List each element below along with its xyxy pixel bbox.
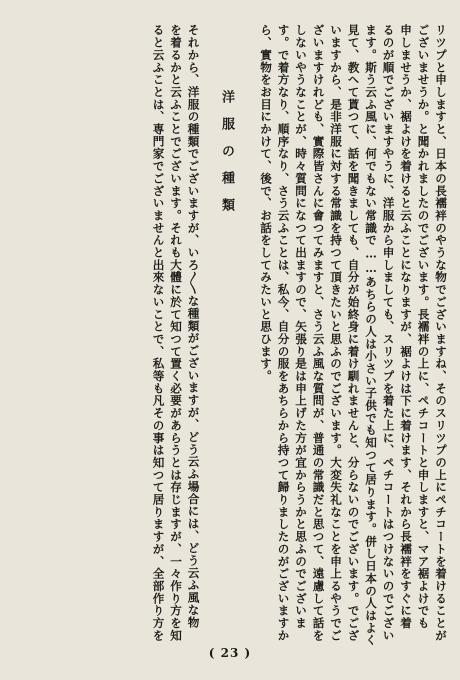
text-column: 見て、教へて貰つて、話を聞きましても、自分が始終身に着け馴れませんと、分らないのでございます。でござ xyxy=(346,24,361,642)
text-column: ら、實物をお目にかけて、後で、お話をしてみたいと思ひます。 xyxy=(259,24,273,383)
text-column: しないやうなことが、時々質問になつて出ますので、矢張り是は申上げた方が宜からうかと思ふのでございま xyxy=(294,24,308,630)
column-spacer xyxy=(236,24,254,622)
text-column: いますから、是非洋服に対する常識を持つて頂きたいと思ふのでございます。大変失礼なことを申上るやうでご xyxy=(329,24,343,642)
text-column: す。で着方なり、順序なり、さう云ふことは、私今、自分の服をあちらから持つて歸りましたのがございますか xyxy=(276,24,291,642)
column-spacer xyxy=(199,24,217,622)
page-number: ( 23 ) xyxy=(208,646,252,660)
section-heading: 洋服の種類 xyxy=(219,90,234,225)
text-column: るのが順でございますやうに、洋服から申しましても、スリツプを着た上に、ペチコートはつけないのでござい xyxy=(381,24,396,642)
text-column: ざいますけれども、實際皆さんに會つてみますと、さう云ふ風な質問が、普通の常識だと思つて、遠慮して話を xyxy=(311,24,326,642)
text-column: ます。斯う云ふ風に、何でもない常識で……あちらの人は小さい子供でも知つて居ります。併し日本の人はよく xyxy=(364,24,378,647)
text-column: ございませうか。と聞かれましたのでございます。長襦袢の上に、ペチコートと申しますと、マア裾よけでも xyxy=(416,24,431,630)
text-column: を着るかと云ふことでございます。それも大體に於て知つて置く必要があらうとは存じますが、一々作り方を知 xyxy=(169,24,183,642)
text-column: それから、洋服の種類でございますが、いろ〳〵な種類がございますが、どう云ふ場合には、どう云ふ風な物 xyxy=(186,24,201,629)
text-column: ると云ふことは、専門家でございませんと出來ないことで、私等も凡その事は知つて居りますが、全部作り方を xyxy=(151,24,166,642)
text-column: リツプと申しますと、日本の長襦袢のやうな物でございますね、そのスリツプの上にペチコートを着けることが xyxy=(434,24,448,642)
text-column: 申しませうか、裾よけを着けると云ふことになりますが、裾よけは下に着けます、それから長襦袢をすぐに着 xyxy=(399,24,413,630)
vertical-text-body xyxy=(26,24,448,647)
